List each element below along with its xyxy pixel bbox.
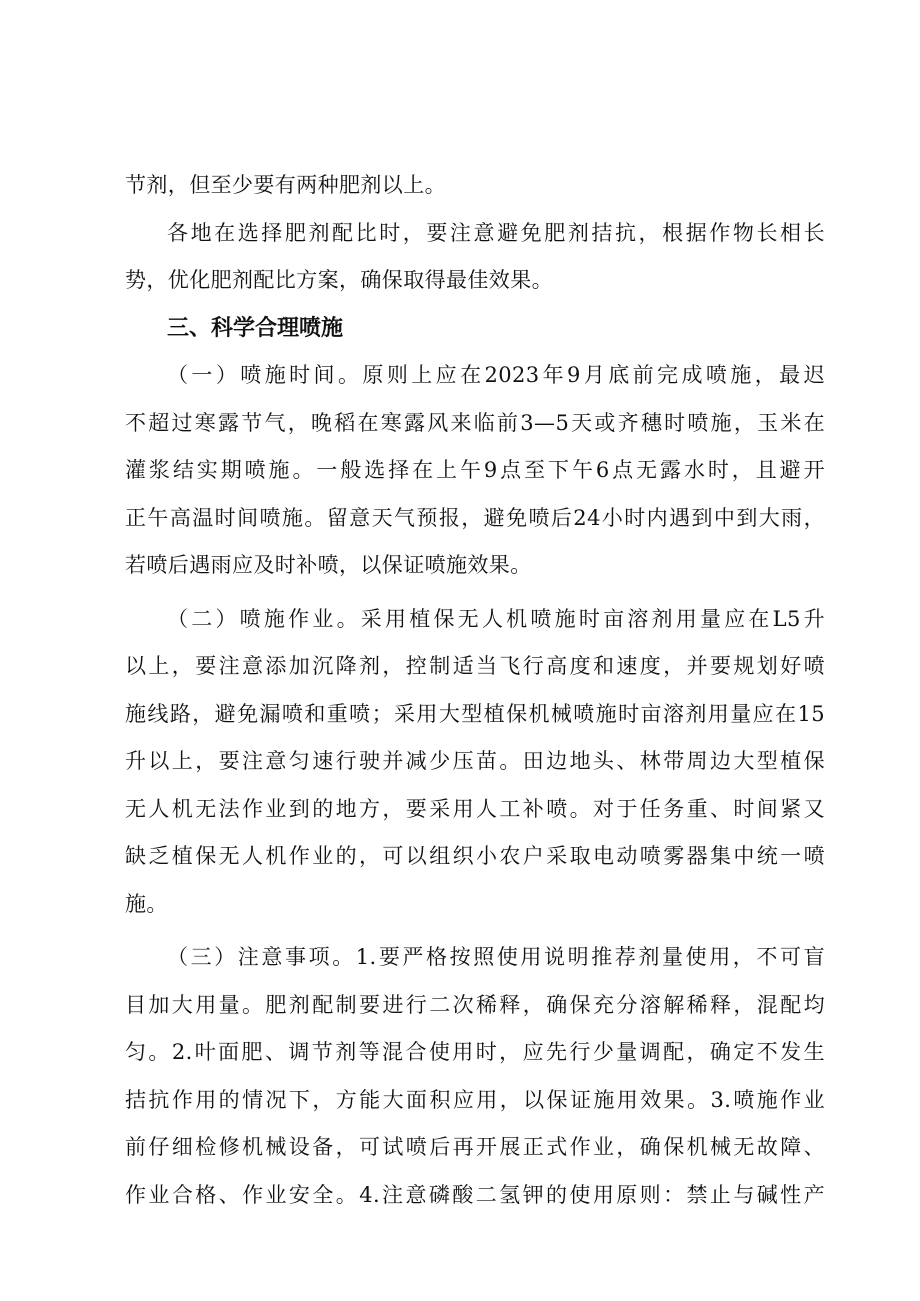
paragraph-fertilizer-ratio [125,210,825,305]
text-line: （二）喷施作业。采用植保无人机喷施时亩溶剂用量应在L5升 [167,606,825,631]
text-line: （一）喷施时间。原则上应在2023年9月底前完成喷施，最迟 [167,363,825,387]
text-line: 缺乏植保无人机作业的，可以组织小农户采取电动喷雾器集中统一喷 [125,844,825,868]
text-line: 目加大用量。肥剂配制要进行二次稀释，确保充分溶解稀释，混配均 [125,992,825,1017]
text-line: （三）注意事项。1.要严格按照使用说明推荐剂量使用，不可盲 [167,945,825,969]
text-line: 不超过寒露节气，晚稻在寒露风来临前3—5天或齐穗时喷施，玉米在 [125,410,825,435]
text-line: 若喷后遇雨应及时补喷，以保证喷施效果。 [125,553,532,577]
text-line: 节剂，但至少要有两种肥剂以上。 [125,173,446,197]
paragraph-spray-timing [125,352,825,590]
text-line: 施线路，避免漏喷和重喷；采用大型植保机械喷施时亩溶剂用量应在15 [125,701,825,726]
text-line: 灌浆结实期喷施。一般选择在上午9点至下午6点无露水时，且避开 [125,458,825,482]
text-line: 以上，要注意添加沉降剂，控制适当飞行高度和速度，并要规划好喷 [125,654,825,678]
text-line: 施。 [125,891,168,916]
text-line: 匀。2.叶面肥、调节剂等混合使用时，应先行少量调配，确定不发生 [125,1040,825,1064]
text-line: 无人机无法作业到的地方，要采用人工补喷。对于任务重、时间紧又 [125,796,825,821]
text-line: 升以上，要注意匀速行驶并减少压苗。田边地头、林带周边大型植保 [125,749,825,773]
text-line: 拮抗作用的情况下，方能大面积应用，以保证施用效果。3.喷施作业 [125,1087,825,1112]
document-body [125,162,825,1219]
paragraph-continuation [125,162,825,210]
text-line: 各地在选择肥剂配比时，要注意避免肥剂拮抗，根据作物长相长 [167,220,825,245]
text-line: 前仔细检修机械设备，可试喷后再开展正式作业，确保机械无故障、 [125,1135,825,1159]
text-line: 正午高温时间喷施。留意天气预报，避免喷后24小时内遇到中到大雨， [125,505,825,530]
paragraph-precautions [125,934,825,1219]
section-heading: 三、科学合理喷施 [167,315,344,341]
text-line: 势，优化肥剂配比方案，确保取得最佳效果。 [125,268,553,292]
text-line: 作业合格、作业安全。4.注意磷酸二氢钾的使用原则：禁止与碱性产 [125,1182,825,1207]
paragraph-spray-operation [125,596,825,929]
